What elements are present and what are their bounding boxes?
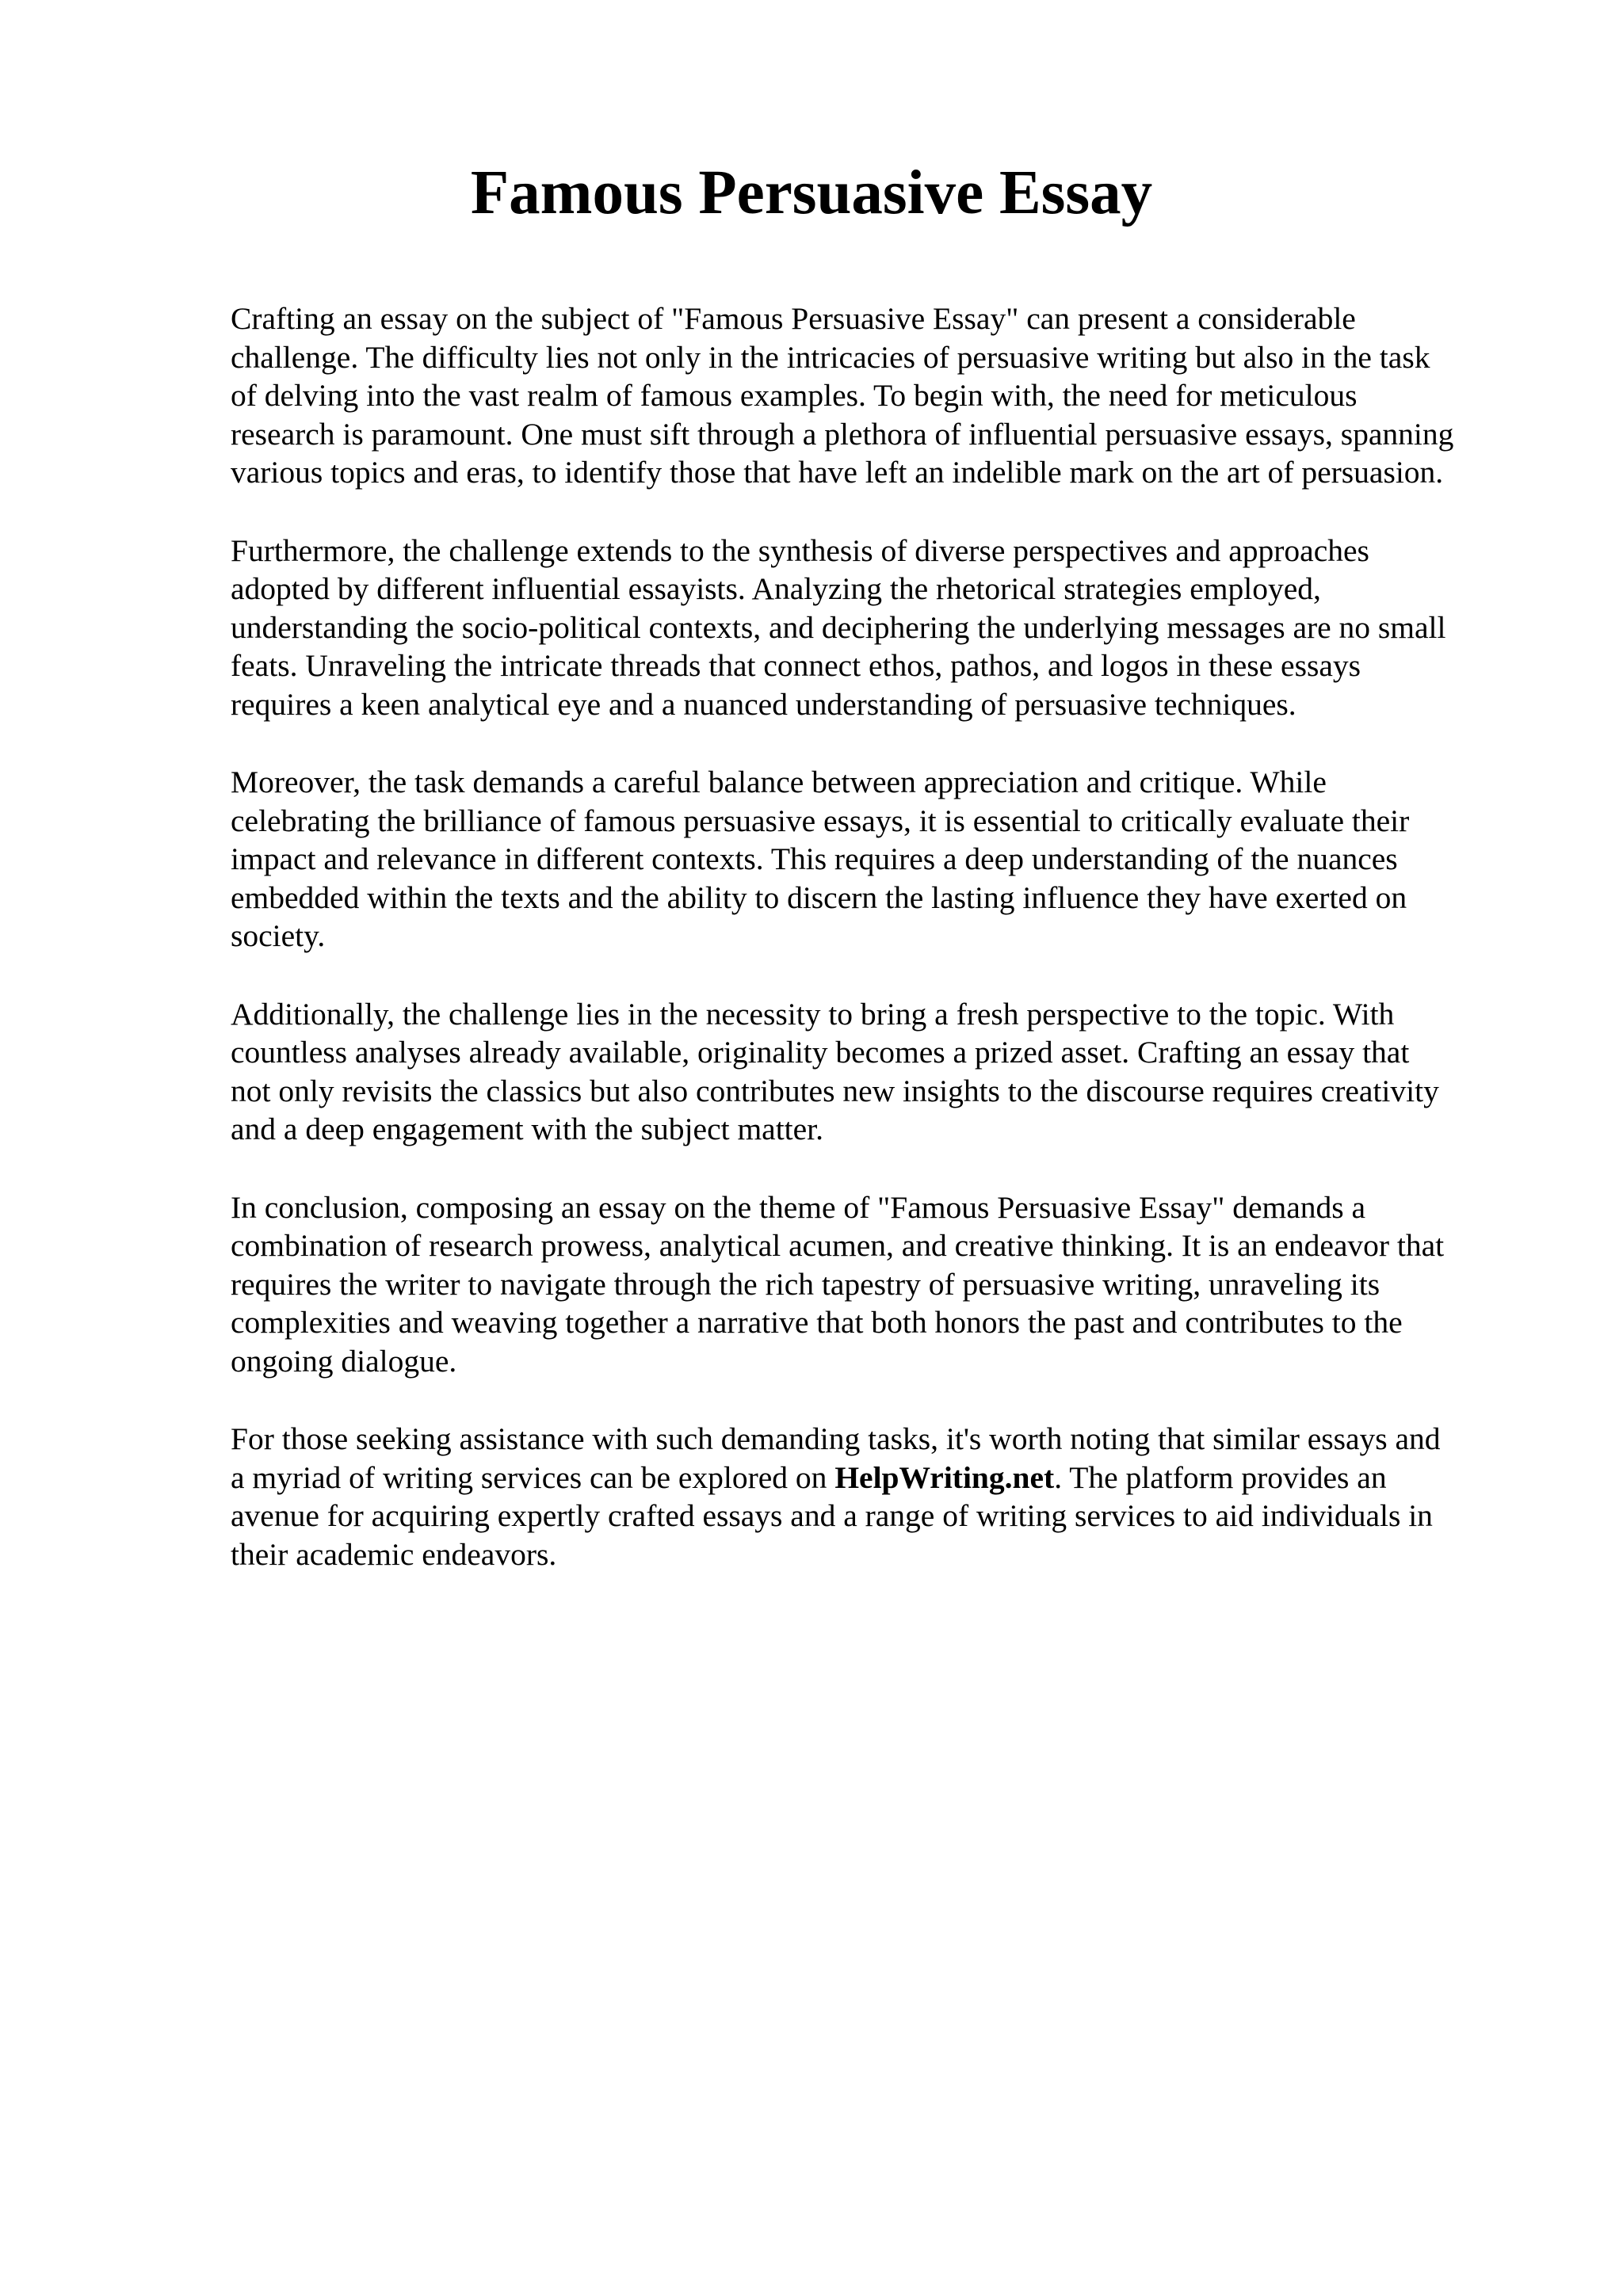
text-line: various topics and eras, to identify those that have left an indelible mark on the art of persuasion. <box>231 455 1444 490</box>
paragraph-3 <box>231 763 1530 955</box>
text-line: In conclusion, composing an essay on the theme of "Famous Persuasive Essay" demands a <box>231 1189 1366 1225</box>
link-line-after: . The platform provides an <box>1054 1459 1387 1495</box>
text-line: and a deep engagement with the subject matter. <box>231 1112 824 1146</box>
essay-body <box>231 299 1530 1613</box>
text-line: complexities and weaving together a narrative that both honors the past and contributes to the <box>231 1305 1403 1340</box>
paragraph-6 <box>231 1420 1530 1573</box>
text-line: ongoing dialogue. <box>231 1343 457 1379</box>
text-line: not only revisits the classics but also contributes new insights to the discourse requires creativity <box>231 1073 1439 1108</box>
paragraph-1 <box>231 299 1530 492</box>
paragraph-2 <box>231 532 1530 724</box>
text-line: combination of research prowess, analytical acumen, and creative thinking. It is an endeavor that <box>231 1228 1445 1263</box>
text-line: countless analyses already available, originality becomes a prized asset. Crafting an essay that <box>231 1035 1410 1070</box>
helpwriting-link[interactable]: HelpWriting.net <box>834 1459 1055 1495</box>
text-line: of delving into the vast realm of famous examples. To begin with, the need for meticulous <box>231 378 1358 413</box>
text-line: Furthermore, the challenge extends to the synthesis of diverse perspectives and approaches <box>231 532 1369 568</box>
text-line: requires the writer to navigate through the rich tapestry of persuasive writing, unraveling its <box>231 1266 1381 1302</box>
page-title: Famous Persuasive Essay <box>470 158 1153 227</box>
text-line: adopted by different influential essayists. Analyzing the rhetorical strategies employed, <box>231 571 1321 606</box>
link-line-before: a myriad of writing services can be explored on <box>231 1459 835 1495</box>
paragraph-4 <box>231 995 1530 1149</box>
text-line: avenue for acquiring expertly crafted essays and a range of writing services to aid individuals in <box>231 1498 1433 1533</box>
text-line: Moreover, the task demands a careful balance between appreciation and critique. While <box>231 765 1327 799</box>
text-line: Additionally, the challenge lies in the necessity to bring a fresh perspective to the topic. With <box>231 996 1395 1032</box>
paragraph-5 <box>231 1188 1530 1381</box>
text-line: embedded within the texts and the ability to discern the lasting influence they have exerted on <box>231 879 1407 915</box>
text-line: feats. Unraveling the intricate threads that connect ethos, pathos, and logos in these essays <box>231 648 1361 683</box>
text-line: For those seeking assistance with such demanding tasks, it's worth noting that similar essays and <box>231 1421 1441 1456</box>
text-line: requires a keen analytical eye and a nuanced understanding of persuasive techniques. <box>231 686 1296 722</box>
text-line: research is paramount. One must sift through a plethora of influential persuasive essays, spanning <box>231 416 1454 452</box>
text-line: their academic endeavors. <box>231 1536 557 1572</box>
text-line: impact and relevance in different contexts. This requires a deep understanding of the nuances <box>231 841 1398 876</box>
text-line: celebrating the brilliance of famous persuasive essays, it is essential to critically evaluate their <box>231 803 1410 838</box>
text-line: understanding the socio-political contexts, and deciphering the underlying messages are no small <box>231 609 1446 645</box>
text-line: society. <box>231 918 326 953</box>
text-line-with-link <box>231 1459 1530 1497</box>
text-line: challenge. The difficulty lies not only in the intricacies of persuasive writing but also in the task <box>231 339 1430 375</box>
text-line: Crafting an essay on the subject of "Famous Persuasive Essay" can present a considerable <box>231 301 1356 336</box>
